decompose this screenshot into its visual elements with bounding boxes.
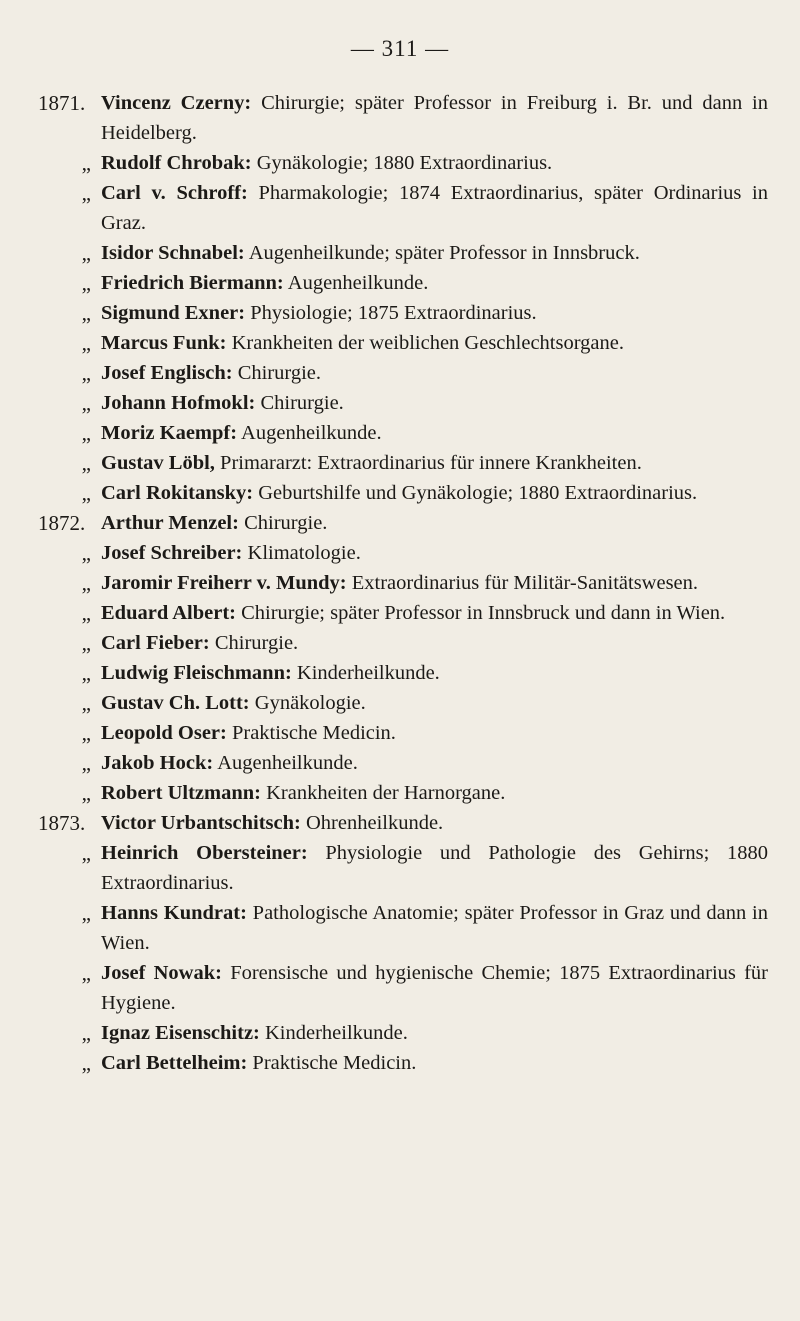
entry-description: Praktische Medicin. [226, 722, 396, 744]
entry-description: Klimatologie. [242, 542, 361, 564]
person-name: Gustav Löbl, [101, 452, 215, 474]
entry-text [101, 718, 768, 748]
entry-description: Physiologie; 1875 Extraordinarius. [245, 302, 537, 324]
page-number: — 311 — [350, 36, 450, 61]
list-item [38, 448, 768, 478]
entry-text [101, 658, 768, 688]
ditto-mark: „ [81, 151, 91, 175]
person-name: Ignaz Eisenschitz: [101, 1022, 260, 1044]
person-name: Jaromir Freiherr v. Mundy: [101, 572, 347, 594]
ditto-mark: „ [81, 1051, 91, 1075]
entry-description: Augenheilkunde. [283, 272, 429, 294]
entry-text [101, 568, 768, 598]
ditto-mark: „ [81, 301, 91, 325]
ditto-mark: „ [81, 541, 91, 565]
ditto-mark: „ [81, 421, 91, 445]
entry-text [101, 538, 768, 568]
list-item [38, 1048, 768, 1078]
person-name: Arthur Menzel: [101, 512, 239, 534]
entry-text [101, 448, 768, 478]
ditto-mark: „ [81, 601, 91, 625]
list-item [38, 358, 768, 388]
person-name: Josef Nowak: [101, 962, 222, 984]
person-name: Leopold Oser: [101, 722, 227, 744]
ditto-mark: „ [81, 451, 91, 475]
entry-description: Krankheiten der Harnorgane. [261, 782, 506, 804]
entry-text [101, 268, 768, 298]
list-item [38, 328, 768, 358]
person-name: Robert Ultzmann: [101, 782, 261, 804]
entry-text [101, 958, 768, 1018]
list-item [38, 958, 768, 1018]
entry-text [101, 898, 768, 958]
entry-description: Krankheiten der weiblichen Geschlechtsorgane. [226, 332, 624, 354]
list-item [38, 778, 768, 808]
entry-text [101, 418, 768, 448]
entry-description: Chirurgie. [209, 632, 299, 654]
entry-text [101, 688, 768, 718]
person-name: Gustav Ch. Lott: [101, 692, 250, 714]
entry-text [101, 628, 768, 658]
person-name: Moriz Kaempf: [101, 422, 238, 444]
list-item [38, 418, 768, 448]
entry-text [101, 148, 768, 178]
entry-description: Primararzt: Extraordinarius für innere Krankheiten. [214, 452, 642, 474]
person-name: Hanns Kundrat: [101, 902, 247, 924]
ditto-mark: „ [81, 721, 91, 745]
ditto-mark: „ [81, 781, 91, 805]
ditto-mark: „ [81, 181, 91, 205]
person-name: Rudolf Chrobak: [101, 152, 252, 174]
list-item [38, 88, 768, 148]
entry-list [38, 88, 768, 1078]
list-item [38, 1018, 768, 1048]
entry-description: Extraordinarius für Militär-Sanitätswesen. [346, 572, 699, 594]
ditto-mark: „ [81, 691, 91, 715]
entry-text [101, 328, 768, 358]
list-item [38, 508, 768, 538]
entry-text [101, 508, 768, 538]
person-name: Heinrich Obersteiner: [101, 842, 308, 864]
person-name: Ludwig Fleischmann: [101, 662, 292, 684]
entry-description: Kinderheilkunde. [259, 1022, 408, 1044]
list-item [38, 718, 768, 748]
entry-description: Geburtshilfe und Gynäkologie; 1880 Extraordinarius. [253, 482, 698, 504]
entry-description: Gynäkologie. [249, 692, 366, 714]
list-item [38, 298, 768, 328]
entry-description: Augenheilkunde; später Professor in Innsbruck. [244, 242, 640, 264]
entry-description: Chirurgie. [238, 512, 328, 534]
entry-text [101, 358, 768, 388]
list-item [38, 238, 768, 268]
list-item [38, 658, 768, 688]
entry-description: Pharmakologie; 1874 Extraordinarius, später Ordinarius in Graz. [101, 182, 769, 234]
entry-text [101, 178, 768, 238]
entry-text [101, 478, 768, 508]
entry-description: Gynäkologie; 1880 Extraordinarius. [251, 152, 553, 174]
entry-description: Praktische Medicin. [247, 1052, 417, 1074]
ditto-mark: „ [81, 241, 91, 265]
entry-description: Chirurgie; später Professor in Innsbruck und dann in Wien. [235, 602, 726, 624]
ditto-mark: „ [81, 271, 91, 295]
entry-description: Chirurgie. [255, 392, 344, 414]
ditto-mark: „ [81, 751, 91, 775]
list-item [38, 538, 768, 568]
ditto-mark: „ [81, 661, 91, 685]
list-item [38, 178, 768, 238]
entry-text [101, 388, 768, 418]
person-name: Victor Urbantschitsch: [101, 812, 301, 834]
ditto-mark: „ [81, 571, 91, 595]
list-item [38, 568, 768, 598]
entry-text [101, 838, 768, 898]
entry-text [101, 598, 768, 628]
person-name: Josef Schreiber: [101, 542, 243, 564]
person-name: Jakob Hock: [101, 752, 214, 774]
person-name: Josef Englisch: [101, 362, 233, 384]
ditto-mark: „ [81, 631, 91, 655]
person-name: Isidor Schnabel: [101, 242, 245, 264]
entry-text [101, 1018, 768, 1048]
entry-text [101, 298, 768, 328]
entry-description: Kinderheilkunde. [291, 662, 440, 684]
entry-description: Augenheilkunde. [237, 422, 382, 444]
ditto-mark: „ [81, 1021, 91, 1045]
list-item [38, 808, 768, 838]
list-item [38, 478, 768, 508]
ditto-mark: „ [81, 391, 91, 415]
list-item [38, 598, 768, 628]
person-name: Sigmund Exner: [101, 302, 246, 324]
ditto-mark: „ [81, 841, 91, 865]
person-name: Vincenz Czerny: [101, 92, 252, 114]
ditto-mark: „ [81, 901, 91, 925]
ditto-mark: „ [81, 331, 91, 355]
person-name: Marcus Funk: [101, 332, 227, 354]
list-item [38, 748, 768, 778]
entry-text [101, 748, 768, 778]
person-name: Carl Rokitansky: [101, 482, 254, 504]
ditto-mark: „ [81, 361, 91, 385]
entry-text [101, 238, 768, 268]
entry-description: Chirurgie; später Professor in Freiburg i. Br. und dann in Heidelberg. [101, 92, 768, 144]
ditto-mark: „ [81, 481, 91, 505]
entry-description: Forensische und hygienische Chemie; 1875 Extraordinarius für Hygiene. [101, 962, 768, 1014]
entry-description: Physiologie und Pathologie des Gehirns; 1880 Extraordinarius. [101, 842, 768, 894]
list-item [38, 268, 768, 298]
entry-year: 1873. [38, 811, 86, 835]
entry-text [101, 88, 768, 148]
person-name: Carl Fieber: [101, 632, 210, 654]
entry-description: Augenheilkunde. [213, 752, 358, 774]
ditto-mark: „ [81, 961, 91, 985]
list-item [38, 688, 768, 718]
person-name: Carl Bettelheim: [101, 1052, 248, 1074]
list-item [38, 898, 768, 958]
person-name: Eduard Albert: [101, 602, 236, 624]
entry-description: Chirurgie. [232, 362, 322, 384]
entry-text [101, 778, 768, 808]
person-name: Friedrich Biermann: [101, 272, 284, 294]
entry-description: Pathologische Anatomie; später Professor in Graz und dann in Wien. [101, 902, 768, 954]
list-item [38, 148, 768, 178]
person-name: Carl v. Schroff: [101, 182, 248, 204]
list-item [38, 628, 768, 658]
person-name: Johann Hofmokl: [101, 392, 256, 414]
entry-year: 1871. [38, 91, 86, 115]
entry-text [101, 808, 768, 838]
list-item [38, 388, 768, 418]
entry-description: Ohrenheilkunde. [300, 812, 444, 834]
entry-text [101, 1048, 768, 1078]
list-item [38, 838, 768, 898]
entry-year: 1872. [38, 511, 86, 535]
